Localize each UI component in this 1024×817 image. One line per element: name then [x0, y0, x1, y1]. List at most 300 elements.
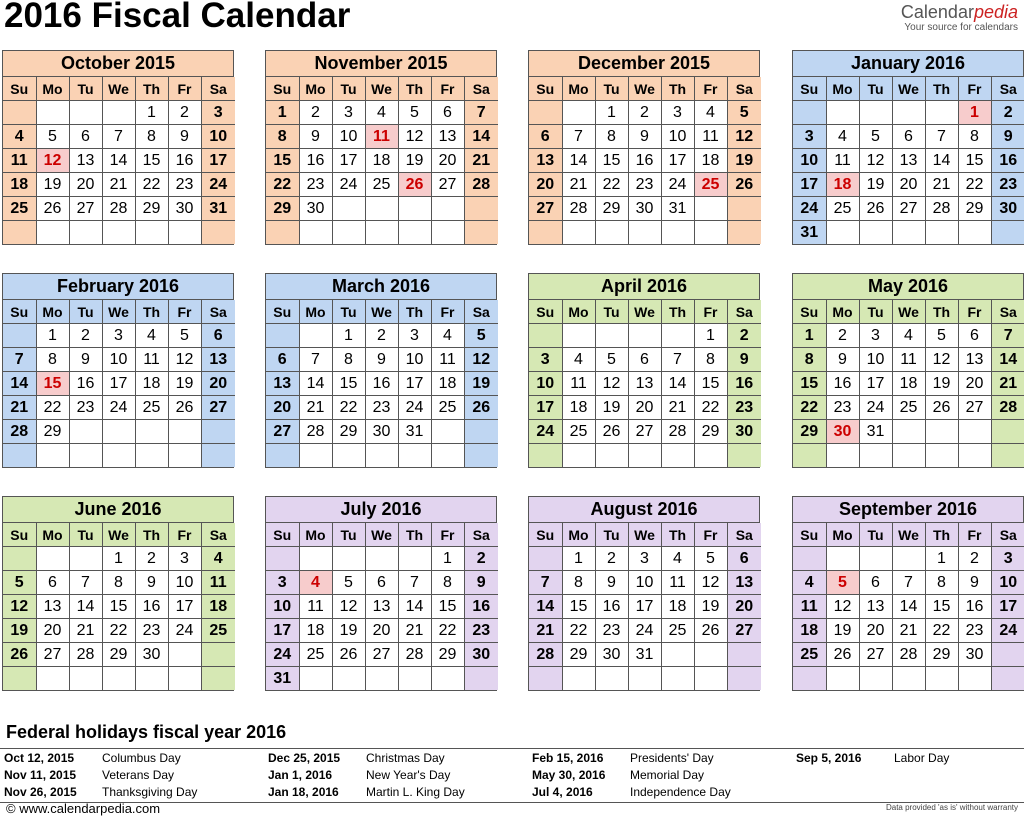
day-cell[interactable]: 15: [135, 149, 168, 173]
day-cell[interactable]: 16: [69, 372, 102, 396]
day-cell[interactable]: 14: [69, 595, 102, 619]
day-cell[interactable]: 11: [431, 348, 464, 372]
day-cell[interactable]: 2: [595, 547, 628, 571]
day-cell[interactable]: 21: [925, 173, 958, 197]
day-cell[interactable]: 7: [661, 348, 694, 372]
day-cell[interactable]: 9: [365, 348, 398, 372]
day-cell[interactable]: 3: [102, 324, 135, 348]
day-cell[interactable]: 19: [3, 619, 36, 643]
day-cell[interactable]: 29: [431, 643, 464, 667]
day-cell[interactable]: 27: [958, 396, 991, 420]
day-cell[interactable]: 17: [332, 149, 365, 173]
day-cell[interactable]: 22: [266, 173, 299, 197]
day-cell[interactable]: 5: [727, 101, 761, 125]
day-cell[interactable]: 19: [925, 372, 958, 396]
day-cell[interactable]: 14: [991, 348, 1024, 372]
day-cell[interactable]: 21: [299, 396, 332, 420]
day-cell[interactable]: 18: [299, 619, 332, 643]
day-cell[interactable]: 25: [562, 420, 595, 444]
day-cell[interactable]: 24: [168, 619, 201, 643]
day-cell[interactable]: 17: [102, 372, 135, 396]
day-cell[interactable]: 12: [859, 149, 892, 173]
day-cell[interactable]: 6: [958, 324, 991, 348]
day-cell[interactable]: 9: [299, 125, 332, 149]
day-cell[interactable]: 22: [694, 396, 727, 420]
day-cell[interactable]: 4: [826, 125, 859, 149]
day-cell[interactable]: 18: [3, 173, 36, 197]
day-cell[interactable]: 8: [925, 571, 958, 595]
day-cell[interactable]: 20: [628, 396, 661, 420]
day-cell[interactable]: 14: [529, 595, 562, 619]
day-cell[interactable]: 21: [102, 173, 135, 197]
day-cell[interactable]: 31: [266, 667, 299, 691]
day-cell[interactable]: 31: [398, 420, 431, 444]
day-cell[interactable]: 22: [925, 619, 958, 643]
day-cell[interactable]: 30: [595, 643, 628, 667]
day-cell[interactable]: 19: [36, 173, 69, 197]
day-cell[interactable]: 26: [595, 420, 628, 444]
day-cell[interactable]: 18: [365, 149, 398, 173]
day-cell[interactable]: 12: [925, 348, 958, 372]
day-cell[interactable]: 30: [727, 420, 761, 444]
day-cell[interactable]: 2: [826, 324, 859, 348]
day-cell[interactable]: 31: [201, 197, 235, 221]
day-cell[interactable]: 23: [595, 619, 628, 643]
day-cell[interactable]: 8: [36, 348, 69, 372]
day-cell[interactable]: 1: [266, 101, 299, 125]
day-cell[interactable]: 11: [826, 149, 859, 173]
day-cell[interactable]: 30: [991, 197, 1024, 221]
day-cell[interactable]: 18: [562, 396, 595, 420]
day-cell[interactable]: 16: [365, 372, 398, 396]
day-cell[interactable]: 25: [135, 396, 168, 420]
day-cell[interactable]: 30: [168, 197, 201, 221]
holiday-day-cell[interactable]: 18: [826, 173, 859, 197]
day-cell[interactable]: 20: [36, 619, 69, 643]
day-cell[interactable]: 16: [826, 372, 859, 396]
day-cell[interactable]: 23: [826, 396, 859, 420]
day-cell[interactable]: 7: [562, 125, 595, 149]
day-cell[interactable]: 12: [3, 595, 36, 619]
day-cell[interactable]: 20: [859, 619, 892, 643]
day-cell[interactable]: 5: [36, 125, 69, 149]
day-cell[interactable]: 3: [201, 101, 235, 125]
day-cell[interactable]: 6: [529, 125, 562, 149]
day-cell[interactable]: 30: [365, 420, 398, 444]
day-cell[interactable]: 1: [925, 547, 958, 571]
day-cell[interactable]: 18: [431, 372, 464, 396]
holiday-day-cell[interactable]: 26: [398, 173, 431, 197]
day-cell[interactable]: 3: [859, 324, 892, 348]
day-cell[interactable]: 25: [365, 173, 398, 197]
day-cell[interactable]: 2: [299, 101, 332, 125]
day-cell[interactable]: 6: [628, 348, 661, 372]
holiday-day-cell[interactable]: 15: [36, 372, 69, 396]
day-cell[interactable]: 27: [727, 619, 761, 643]
day-cell[interactable]: 18: [892, 372, 925, 396]
day-cell[interactable]: 11: [694, 125, 727, 149]
day-cell[interactable]: 13: [529, 149, 562, 173]
day-cell[interactable]: 22: [431, 619, 464, 643]
day-cell[interactable]: 16: [727, 372, 761, 396]
day-cell[interactable]: 24: [266, 643, 299, 667]
day-cell[interactable]: 30: [135, 643, 168, 667]
day-cell[interactable]: 10: [168, 571, 201, 595]
day-cell[interactable]: 21: [69, 619, 102, 643]
day-cell[interactable]: 7: [398, 571, 431, 595]
day-cell[interactable]: 23: [727, 396, 761, 420]
day-cell[interactable]: 21: [892, 619, 925, 643]
day-cell[interactable]: 15: [793, 372, 826, 396]
day-cell[interactable]: 29: [102, 643, 135, 667]
day-cell[interactable]: 10: [859, 348, 892, 372]
day-cell[interactable]: 17: [793, 173, 826, 197]
day-cell[interactable]: 2: [991, 101, 1024, 125]
day-cell[interactable]: 6: [201, 324, 235, 348]
holiday-day-cell[interactable]: 30: [826, 420, 859, 444]
day-cell[interactable]: 24: [661, 173, 694, 197]
day-cell[interactable]: 2: [135, 547, 168, 571]
day-cell[interactable]: 9: [135, 571, 168, 595]
day-cell[interactable]: 16: [628, 149, 661, 173]
day-cell[interactable]: 28: [661, 420, 694, 444]
day-cell[interactable]: 19: [595, 396, 628, 420]
day-cell[interactable]: 1: [431, 547, 464, 571]
day-cell[interactable]: 22: [562, 619, 595, 643]
day-cell[interactable]: 7: [102, 125, 135, 149]
day-cell[interactable]: 16: [135, 595, 168, 619]
day-cell[interactable]: 31: [793, 221, 826, 245]
day-cell[interactable]: 21: [562, 173, 595, 197]
day-cell[interactable]: 20: [431, 149, 464, 173]
day-cell[interactable]: 6: [727, 547, 761, 571]
day-cell[interactable]: 8: [694, 348, 727, 372]
day-cell[interactable]: 31: [661, 197, 694, 221]
day-cell[interactable]: 7: [69, 571, 102, 595]
day-cell[interactable]: 17: [991, 595, 1024, 619]
day-cell[interactable]: 16: [464, 595, 498, 619]
day-cell[interactable]: 17: [398, 372, 431, 396]
day-cell[interactable]: 4: [562, 348, 595, 372]
day-cell[interactable]: 28: [892, 643, 925, 667]
day-cell[interactable]: 10: [398, 348, 431, 372]
day-cell[interactable]: 13: [36, 595, 69, 619]
day-cell[interactable]: 18: [793, 619, 826, 643]
day-cell[interactable]: 23: [464, 619, 498, 643]
day-cell[interactable]: 26: [826, 643, 859, 667]
holiday-day-cell[interactable]: 11: [365, 125, 398, 149]
day-cell[interactable]: 25: [793, 643, 826, 667]
day-cell[interactable]: 29: [793, 420, 826, 444]
day-cell[interactable]: 5: [925, 324, 958, 348]
day-cell[interactable]: 8: [266, 125, 299, 149]
day-cell[interactable]: 11: [135, 348, 168, 372]
day-cell[interactable]: 18: [201, 595, 235, 619]
day-cell[interactable]: 2: [69, 324, 102, 348]
day-cell[interactable]: 5: [595, 348, 628, 372]
day-cell[interactable]: 1: [694, 324, 727, 348]
day-cell[interactable]: 9: [958, 571, 991, 595]
day-cell[interactable]: 18: [661, 595, 694, 619]
day-cell[interactable]: 13: [628, 372, 661, 396]
day-cell[interactable]: 23: [958, 619, 991, 643]
day-cell[interactable]: 3: [793, 125, 826, 149]
day-cell[interactable]: 24: [628, 619, 661, 643]
day-cell[interactable]: 4: [3, 125, 36, 149]
day-cell[interactable]: 1: [36, 324, 69, 348]
day-cell[interactable]: 20: [958, 372, 991, 396]
day-cell[interactable]: 26: [859, 197, 892, 221]
holiday-day-cell[interactable]: 4: [299, 571, 332, 595]
day-cell[interactable]: 29: [36, 420, 69, 444]
day-cell[interactable]: 21: [3, 396, 36, 420]
day-cell[interactable]: 14: [892, 595, 925, 619]
day-cell[interactable]: 20: [201, 372, 235, 396]
day-cell[interactable]: 10: [332, 125, 365, 149]
brand-logo[interactable]: [901, 2, 1018, 34]
day-cell[interactable]: 27: [266, 420, 299, 444]
holiday-day-cell[interactable]: 12: [36, 149, 69, 173]
day-cell[interactable]: 6: [36, 571, 69, 595]
day-cell[interactable]: 18: [694, 149, 727, 173]
day-cell[interactable]: 28: [299, 420, 332, 444]
day-cell[interactable]: 12: [168, 348, 201, 372]
day-cell[interactable]: 1: [135, 101, 168, 125]
day-cell[interactable]: 11: [3, 149, 36, 173]
day-cell[interactable]: 11: [299, 595, 332, 619]
day-cell[interactable]: 8: [135, 125, 168, 149]
day-cell[interactable]: 11: [892, 348, 925, 372]
day-cell[interactable]: 26: [168, 396, 201, 420]
day-cell[interactable]: 12: [398, 125, 431, 149]
day-cell[interactable]: 2: [958, 547, 991, 571]
day-cell[interactable]: 7: [925, 125, 958, 149]
day-cell[interactable]: 3: [991, 547, 1024, 571]
day-cell[interactable]: 21: [464, 149, 498, 173]
day-cell[interactable]: 28: [464, 173, 498, 197]
day-cell[interactable]: 31: [859, 420, 892, 444]
day-cell[interactable]: 22: [793, 396, 826, 420]
day-cell[interactable]: 17: [628, 595, 661, 619]
day-cell[interactable]: 28: [562, 197, 595, 221]
day-cell[interactable]: 19: [332, 619, 365, 643]
day-cell[interactable]: 26: [925, 396, 958, 420]
day-cell[interactable]: 12: [727, 125, 761, 149]
day-cell[interactable]: 17: [168, 595, 201, 619]
day-cell[interactable]: 15: [694, 372, 727, 396]
day-cell[interactable]: 13: [859, 595, 892, 619]
day-cell[interactable]: 8: [562, 571, 595, 595]
day-cell[interactable]: 28: [925, 197, 958, 221]
day-cell[interactable]: 19: [168, 372, 201, 396]
day-cell[interactable]: 14: [299, 372, 332, 396]
day-cell[interactable]: 7: [464, 101, 498, 125]
day-cell[interactable]: 24: [201, 173, 235, 197]
day-cell[interactable]: 7: [3, 348, 36, 372]
day-cell[interactable]: 24: [991, 619, 1024, 643]
day-cell[interactable]: 17: [661, 149, 694, 173]
day-cell[interactable]: 20: [266, 396, 299, 420]
day-cell[interactable]: 26: [36, 197, 69, 221]
day-cell[interactable]: 2: [365, 324, 398, 348]
day-cell[interactable]: 19: [398, 149, 431, 173]
day-cell[interactable]: 10: [661, 125, 694, 149]
day-cell[interactable]: 16: [168, 149, 201, 173]
day-cell[interactable]: 20: [529, 173, 562, 197]
day-cell[interactable]: 2: [168, 101, 201, 125]
day-cell[interactable]: 1: [793, 324, 826, 348]
day-cell[interactable]: 15: [562, 595, 595, 619]
day-cell[interactable]: 24: [398, 396, 431, 420]
day-cell[interactable]: 27: [892, 197, 925, 221]
day-cell[interactable]: 6: [69, 125, 102, 149]
day-cell[interactable]: 26: [694, 619, 727, 643]
day-cell[interactable]: 9: [628, 125, 661, 149]
day-cell[interactable]: 9: [991, 125, 1024, 149]
day-cell[interactable]: 3: [398, 324, 431, 348]
day-cell[interactable]: 9: [168, 125, 201, 149]
day-cell[interactable]: 27: [431, 173, 464, 197]
day-cell[interactable]: 29: [135, 197, 168, 221]
day-cell[interactable]: 19: [694, 595, 727, 619]
day-cell[interactable]: 7: [299, 348, 332, 372]
day-cell[interactable]: 26: [464, 396, 498, 420]
day-cell[interactable]: 5: [398, 101, 431, 125]
day-cell[interactable]: 11: [793, 595, 826, 619]
day-cell[interactable]: 24: [859, 396, 892, 420]
day-cell[interactable]: 14: [562, 149, 595, 173]
day-cell[interactable]: 25: [431, 396, 464, 420]
day-cell[interactable]: 4: [201, 547, 235, 571]
day-cell[interactable]: 15: [102, 595, 135, 619]
day-cell[interactable]: 8: [595, 125, 628, 149]
day-cell[interactable]: 24: [332, 173, 365, 197]
day-cell[interactable]: 9: [69, 348, 102, 372]
day-cell[interactable]: 29: [925, 643, 958, 667]
day-cell[interactable]: 12: [464, 348, 498, 372]
day-cell[interactable]: 25: [299, 643, 332, 667]
day-cell[interactable]: 22: [958, 173, 991, 197]
day-cell[interactable]: 2: [628, 101, 661, 125]
day-cell[interactable]: 20: [727, 595, 761, 619]
day-cell[interactable]: 2: [464, 547, 498, 571]
day-cell[interactable]: 16: [991, 149, 1024, 173]
day-cell[interactable]: 13: [365, 595, 398, 619]
day-cell[interactable]: 10: [628, 571, 661, 595]
day-cell[interactable]: 5: [168, 324, 201, 348]
day-cell[interactable]: 3: [332, 101, 365, 125]
day-cell[interactable]: 28: [398, 643, 431, 667]
day-cell[interactable]: 15: [958, 149, 991, 173]
day-cell[interactable]: 2: [727, 324, 761, 348]
day-cell[interactable]: 3: [266, 571, 299, 595]
day-cell[interactable]: 8: [431, 571, 464, 595]
day-cell[interactable]: 23: [365, 396, 398, 420]
day-cell[interactable]: 24: [793, 197, 826, 221]
day-cell[interactable]: 5: [464, 324, 498, 348]
day-cell[interactable]: 3: [661, 101, 694, 125]
day-cell[interactable]: 10: [266, 595, 299, 619]
day-cell[interactable]: 10: [991, 571, 1024, 595]
day-cell[interactable]: 23: [135, 619, 168, 643]
day-cell[interactable]: 21: [398, 619, 431, 643]
day-cell[interactable]: 1: [332, 324, 365, 348]
day-cell[interactable]: 4: [431, 324, 464, 348]
day-cell[interactable]: 27: [36, 643, 69, 667]
day-cell[interactable]: 13: [958, 348, 991, 372]
day-cell[interactable]: 24: [529, 420, 562, 444]
day-cell[interactable]: 30: [464, 643, 498, 667]
day-cell[interactable]: 16: [595, 595, 628, 619]
day-cell[interactable]: 6: [431, 101, 464, 125]
day-cell[interactable]: 28: [3, 420, 36, 444]
day-cell[interactable]: 5: [332, 571, 365, 595]
day-cell[interactable]: 3: [628, 547, 661, 571]
day-cell[interactable]: 19: [859, 173, 892, 197]
day-cell[interactable]: 16: [299, 149, 332, 173]
holiday-day-cell[interactable]: 25: [694, 173, 727, 197]
day-cell[interactable]: 4: [694, 101, 727, 125]
holiday-day-cell[interactable]: 5: [826, 571, 859, 595]
day-cell[interactable]: 29: [595, 197, 628, 221]
footer-url[interactable]: © www.calendarpedia.com: [6, 801, 161, 816]
day-cell[interactable]: 12: [826, 595, 859, 619]
day-cell[interactable]: 28: [102, 197, 135, 221]
day-cell[interactable]: 31: [628, 643, 661, 667]
day-cell[interactable]: 26: [332, 643, 365, 667]
day-cell[interactable]: 13: [201, 348, 235, 372]
day-cell[interactable]: 25: [201, 619, 235, 643]
day-cell[interactable]: 9: [826, 348, 859, 372]
day-cell[interactable]: 7: [892, 571, 925, 595]
day-cell[interactable]: 25: [826, 197, 859, 221]
day-cell[interactable]: 22: [102, 619, 135, 643]
day-cell[interactable]: 15: [332, 372, 365, 396]
day-cell[interactable]: 19: [464, 372, 498, 396]
day-cell[interactable]: 30: [958, 643, 991, 667]
day-cell[interactable]: 20: [69, 173, 102, 197]
day-cell[interactable]: 8: [793, 348, 826, 372]
day-cell[interactable]: 4: [365, 101, 398, 125]
day-cell[interactable]: 4: [892, 324, 925, 348]
day-cell[interactable]: 17: [529, 396, 562, 420]
day-cell[interactable]: 28: [529, 643, 562, 667]
day-cell[interactable]: 27: [365, 643, 398, 667]
day-cell[interactable]: 22: [595, 173, 628, 197]
day-cell[interactable]: 3: [529, 348, 562, 372]
day-cell[interactable]: 12: [595, 372, 628, 396]
day-cell[interactable]: 30: [299, 197, 332, 221]
day-cell[interactable]: 16: [958, 595, 991, 619]
day-cell[interactable]: 14: [464, 125, 498, 149]
day-cell[interactable]: 27: [628, 420, 661, 444]
day-cell[interactable]: 11: [661, 571, 694, 595]
day-cell[interactable]: 21: [661, 396, 694, 420]
day-cell[interactable]: 1: [562, 547, 595, 571]
day-cell[interactable]: 20: [365, 619, 398, 643]
day-cell[interactable]: 10: [793, 149, 826, 173]
day-cell[interactable]: 14: [925, 149, 958, 173]
day-cell[interactable]: 25: [892, 396, 925, 420]
holiday-day-cell[interactable]: 1: [958, 101, 991, 125]
day-cell[interactable]: 19: [727, 149, 761, 173]
day-cell[interactable]: 4: [661, 547, 694, 571]
day-cell[interactable]: 9: [464, 571, 498, 595]
day-cell[interactable]: 28: [991, 396, 1024, 420]
day-cell[interactable]: 25: [3, 197, 36, 221]
day-cell[interactable]: 27: [859, 643, 892, 667]
day-cell[interactable]: 14: [661, 372, 694, 396]
